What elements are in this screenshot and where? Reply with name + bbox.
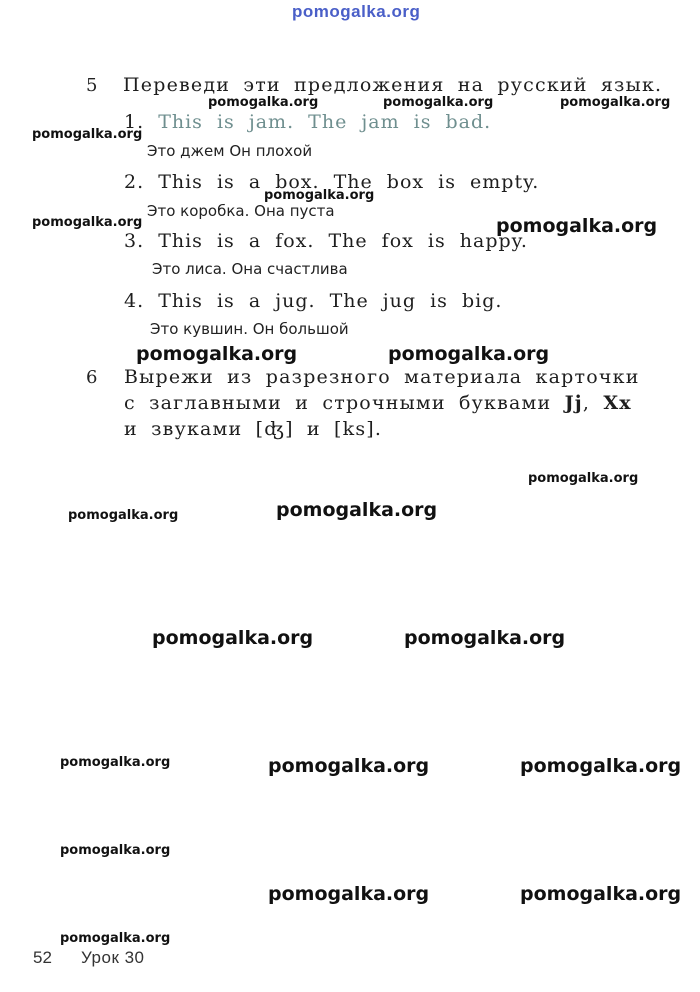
watermark: pomogalka.org — [60, 843, 171, 858]
sentence-number: 1. — [124, 111, 145, 133]
exercise-6-line-3: и звуками [ʤ] и [ks]. — [124, 418, 383, 440]
exercise-5-instruction: Переведи эти предложения на русский язык. — [123, 74, 663, 96]
sentence-4 — [124, 290, 502, 312]
watermark: pomogalka.org — [383, 95, 494, 110]
watermark: pomogalka.org — [60, 931, 171, 946]
watermark: pomogalka.org — [520, 883, 682, 905]
watermark: pomogalka.org — [496, 215, 658, 237]
watermark: pomogalka.org — [264, 188, 375, 203]
watermark: pomogalka.org — [268, 755, 430, 777]
watermark: pomogalka.org — [268, 883, 430, 905]
answer-4: Это кувшин. Он большой — [150, 320, 349, 338]
watermark: pomogalka.org — [404, 627, 566, 649]
answer-2: Это коробка. Она пуста — [147, 202, 335, 220]
sentence-part-2: The jug is big. — [329, 290, 503, 312]
sentence-part-2: The jam is bad. — [308, 111, 492, 133]
watermark: pomogalka.org — [276, 499, 438, 521]
watermark: pomogalka.org — [32, 127, 143, 142]
watermark: pomogalka.org — [60, 755, 171, 770]
exercise-5-number: 5 — [86, 75, 98, 96]
watermark: pomogalka.org — [68, 508, 179, 523]
sentence-number: 2. — [124, 171, 145, 193]
sentence-part-2: The fox is happy. — [328, 230, 528, 252]
sentence-part-1: This is a box. — [158, 171, 320, 193]
comma: , — [582, 392, 591, 414]
exercise-6-line-2 — [124, 392, 632, 414]
watermark: pomogalka.org — [136, 343, 298, 365]
site-logo[interactable]: pomogalka.org — [292, 2, 421, 21]
answer-1: Это джем Он плохой — [147, 142, 313, 160]
sentence-number: 4. — [124, 290, 145, 312]
lesson-label: Урок 30 — [81, 948, 145, 967]
page-number: 52 — [33, 948, 52, 967]
sentence-number: 3. — [124, 230, 145, 252]
watermark: pomogalka.org — [152, 627, 314, 649]
watermark: pomogalka.org — [560, 95, 671, 110]
exercise-6-line-1: Вырежи из разрезного материала карточки — [124, 366, 640, 388]
letters-xx: Xx — [603, 392, 632, 414]
letters-jj: Jj — [564, 392, 583, 414]
sentence-part-1: This is a fox. — [158, 230, 315, 252]
watermark: pomogalka.org — [32, 215, 143, 230]
sentence-part-1: This is jam. — [158, 111, 295, 133]
watermark: pomogalka.org — [388, 343, 550, 365]
watermark: pomogalka.org — [208, 95, 319, 110]
sentence-part-2: The box is empty. — [333, 171, 540, 193]
exercise-6-number: 6 — [86, 367, 98, 388]
sentence-1 — [124, 111, 491, 133]
answer-3: Это лиса. Она счастлива — [152, 260, 348, 278]
sentence-part-1: This is a jug. — [158, 290, 316, 312]
sentence-3 — [124, 230, 528, 252]
watermark: pomogalka.org — [528, 471, 639, 486]
watermark: pomogalka.org — [520, 755, 682, 777]
exercise-6-line-2-text: с заглавными и строчными буквами — [124, 392, 552, 414]
